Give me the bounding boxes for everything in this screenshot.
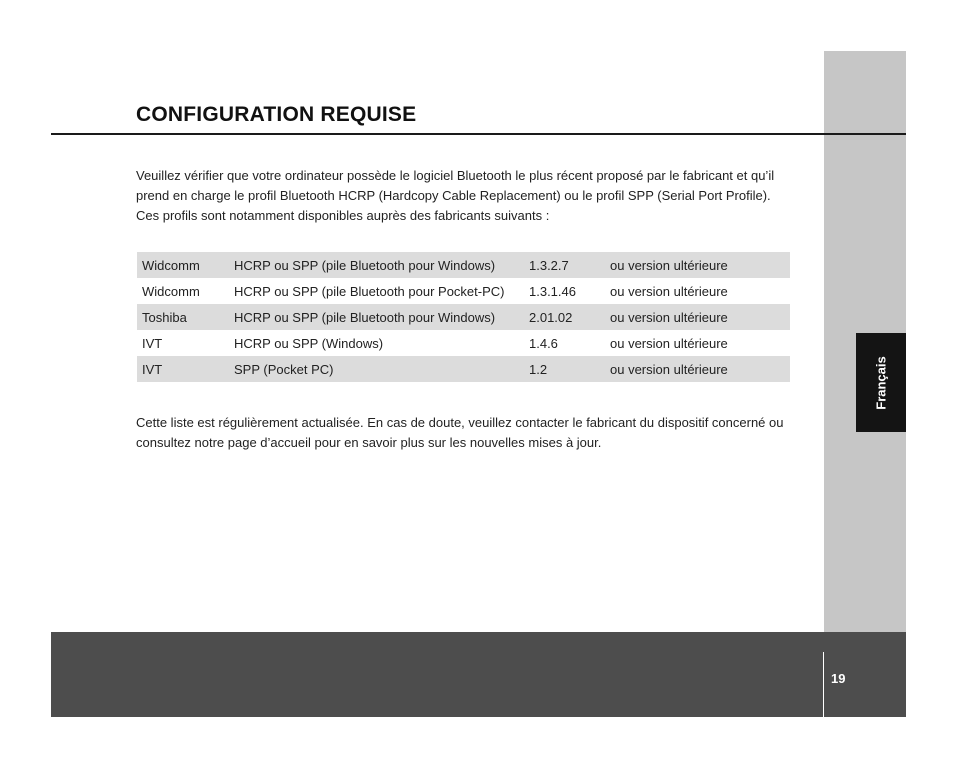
version-cell: 1.3.1.46 <box>529 283 576 299</box>
intro-paragraph: Veuillez vérifier que votre ordinateur possède le logiciel Bluetooth le plus récent proposé par le fabricant et qu’il prend en charge le profil Bluetooth HCRP (Hardcopy Cable Replacement) ou le profil SPP (Serial Port Profile). Ces profils sont notamment disponibles auprès des fabricants suivants : <box>136 168 775 223</box>
manufacturer-cell: IVT <box>137 356 234 382</box>
version-note-cell: ou version ultérieure <box>610 335 728 351</box>
footer-divider <box>823 652 824 717</box>
manufacturer-cell: Widcomm <box>142 283 200 299</box>
table-row <box>137 356 790 382</box>
table-row <box>137 252 790 278</box>
version-note-cell: ou version ultérieure <box>610 252 790 278</box>
footer-bar <box>51 632 906 717</box>
profile-cell: HCRP ou SPP (pile Bluetooth pour Pocket-PC) <box>234 283 505 299</box>
table-row <box>137 278 790 304</box>
language-tab-label: Français <box>873 355 889 410</box>
table-row <box>137 330 790 356</box>
profile-cell: HCRP ou SPP (pile Bluetooth pour Windows) <box>234 252 529 278</box>
version-note-cell: ou version ultérieure <box>610 283 728 299</box>
page-title: CONFIGURATION REQUISE <box>136 103 417 126</box>
manufacturer-cell: IVT <box>142 335 163 351</box>
profile-cell: HCRP ou SPP (pile Bluetooth pour Windows) <box>234 304 529 330</box>
version-note-cell: ou version ultérieure <box>610 356 790 382</box>
language-tab <box>856 333 906 432</box>
manufacturer-cell: Toshiba <box>137 304 234 330</box>
version-note-cell: ou version ultérieure <box>610 304 790 330</box>
version-cell: 1.4.6 <box>529 335 558 351</box>
title-rule <box>51 133 906 135</box>
profile-cell: SPP (Pocket PC) <box>234 356 529 382</box>
profile-cell: HCRP ou SPP (Windows) <box>234 335 384 351</box>
version-cell: 2.01.02 <box>529 304 610 330</box>
version-cell: 1.2 <box>529 356 610 382</box>
update-note-paragraph: Cette liste est régulièrement actualisée. En cas de doute, veuillez contacter le fabricant du dispositif concerné ou consultez notre page d’accueil pour en savoir plus sur les nouvelles mises à jour. <box>136 415 784 450</box>
table-row <box>137 304 790 330</box>
manufacturer-cell: Widcomm <box>137 252 234 278</box>
requirements-table <box>137 252 790 382</box>
version-cell: 1.3.2.7 <box>529 252 610 278</box>
page-number: 19 <box>831 671 846 686</box>
